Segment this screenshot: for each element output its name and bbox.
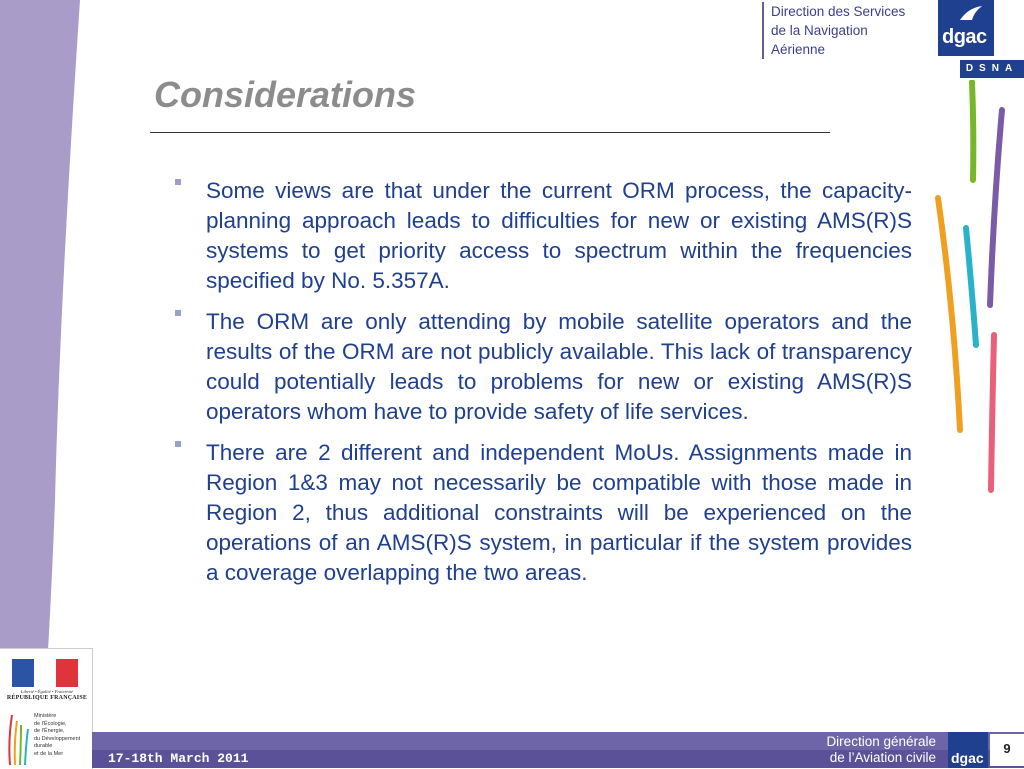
decorative-streaks [920, 80, 1024, 500]
republic-name: RÉPUBLIQUE FRANÇAISE [6, 695, 88, 701]
footer-organization [790, 734, 936, 766]
list-item [172, 307, 912, 427]
ministry-line: et de la Mer [34, 750, 64, 757]
header-organization [762, 2, 943, 59]
page-number: 9 [990, 734, 1024, 766]
slide-title: Considerations [154, 74, 417, 115]
dgac-wing-icon [958, 4, 984, 22]
list-item [172, 438, 912, 588]
footer-dgac-logo [948, 732, 988, 768]
dgac-logo-text: dgac [942, 26, 987, 48]
ministry-line: de l'Écologie, [34, 720, 67, 727]
ministry-name [34, 713, 90, 758]
french-flag-marianne-icon [12, 659, 78, 687]
bullet-text: There are 2 different and independent MoUs. Assignments made in Region 1&3 may not necessarily be compatible with those made in Region 2, thus additional constraints will be experienced on the operations of an AMS(R)S system, in particular if the system provides a coverage overlapping the two areas. [206, 440, 912, 585]
footer-logo-text: dgac [951, 750, 984, 766]
bullet-marker-icon [175, 179, 181, 185]
list-item [172, 176, 912, 296]
bullet-list [172, 176, 912, 599]
header-org-line: de la Navigation [771, 23, 868, 38]
ministry-line: Ministère [34, 713, 57, 719]
bullet-text: Some views are that under the current ORM process, the capacity-planning approach leads to difficulties for new or existing AMS(R)S systems to get priority access to spectrum within the frequencies specified by No. 5.357A. [206, 178, 912, 293]
footer-org-line: de l’Aviation civile [829, 750, 936, 765]
government-logos [0, 648, 93, 769]
dsna-label: DSNA [960, 60, 1024, 78]
bullet-text: The ORM are only attending by mobile satellite operators and the results of the ORM are not publicly available. This lack of transparency could potentially leads to problems for new or existing AMS(R)S operators whom have to provide safety of life services. [206, 309, 912, 424]
ministry-line: du Développement [34, 735, 81, 742]
ministry-line: de l'Énergie, [34, 728, 65, 734]
header-org-line: Aérienne [771, 42, 826, 57]
republic-motto: Liberté • Égalité • Fraternité [20, 689, 74, 694]
ministry-lines-icon [4, 711, 32, 767]
header-org-line: Direction des Services [771, 4, 906, 19]
ministry-line: durable [34, 743, 53, 749]
bullet-marker-icon [175, 310, 181, 316]
footer-org-line: Direction générale [826, 734, 936, 749]
footer-date: 17-18th March 2011 [108, 751, 249, 766]
bullet-marker-icon [175, 441, 181, 447]
dgac-logo [938, 0, 994, 56]
title-divider [150, 132, 830, 133]
